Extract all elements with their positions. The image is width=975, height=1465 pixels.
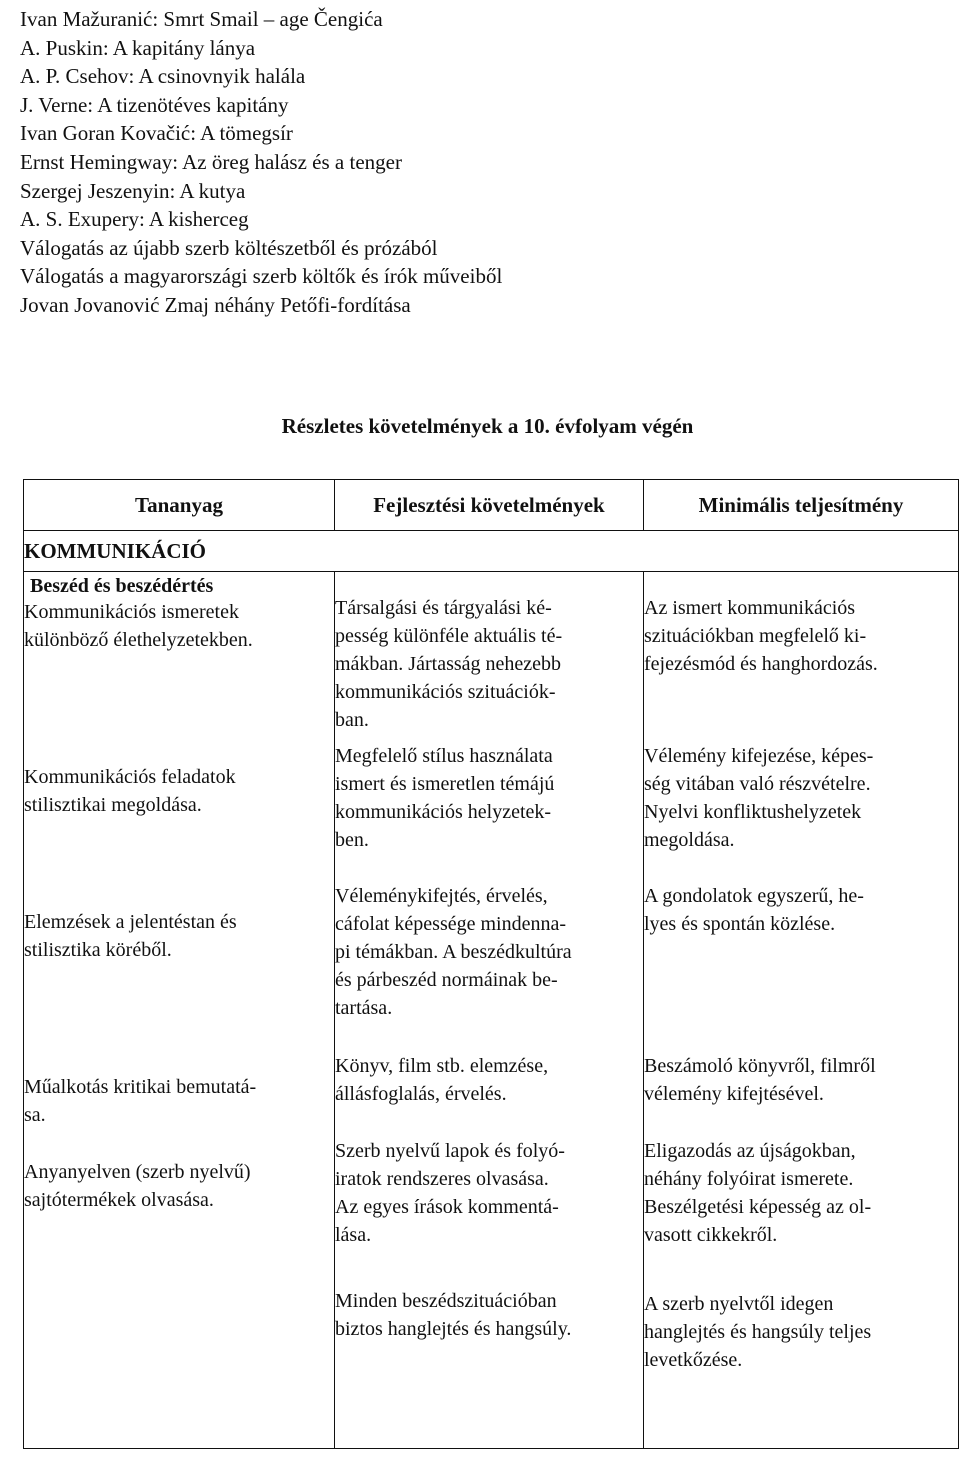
cell-line: A szerb nyelvtől idegen — [644, 1293, 834, 1315]
cell-line: pi témákban. A beszédkultúra — [335, 941, 572, 963]
category-row — [24, 531, 959, 572]
table-header-row — [24, 480, 959, 531]
reading-list-item: A. Puskin: A kapitány lánya — [20, 35, 256, 60]
cell-line: Elemzések a jelentéstan és — [24, 911, 237, 933]
cell-line: Anyanyelven (szerb nyelvű) — [24, 1161, 251, 1183]
table-cell — [24, 763, 334, 819]
table-cell — [644, 1052, 958, 1108]
table-cell — [335, 742, 643, 854]
cell-line: vélemény kifejtésével. — [644, 1083, 824, 1105]
table-cell — [335, 1287, 643, 1343]
cell-line: Eligazodás az újságokban, — [644, 1140, 856, 1162]
tananyag-content — [24, 598, 334, 1428]
cell-line: A gondolatok egyszerű, he- — [644, 885, 864, 907]
reading-list-item: A. P. Csehov: A csinovnyik halála — [20, 64, 306, 89]
cell-line: mákban. Jártasság nehezebb — [335, 653, 562, 675]
column-header-fejlesztesi: Fejlesztési követelmények — [335, 480, 644, 531]
reading-list-item: Jovan Jovanović Zmaj néhány Petőfi-fordítása — [20, 292, 411, 317]
reading-list-item: Válogatás a magyarországi szerb költők és írók műveiből — [20, 264, 503, 289]
cell-line: és párbeszéd normáinak be- — [335, 969, 558, 991]
cell-line: Társalgási és tárgyalási ké- — [335, 597, 552, 619]
cell-line: iratok rendszeres olvasása. — [335, 1168, 549, 1190]
column-header-tananyag: Tananyag — [24, 480, 335, 531]
cell-line: kommunikációs helyzetek- — [335, 801, 552, 823]
cell-line: ben. — [335, 829, 369, 851]
cell-line: ismert és ismeretlen témájú — [335, 773, 555, 795]
cell-line: cáfolat képessége mindenna- — [335, 913, 567, 935]
reading-list-item: Válogatás az újabb szerb költészetből és prózából — [20, 235, 438, 260]
cell-line: stilisztika köréből. — [24, 939, 172, 961]
cell-line: Vélemény kifejezése, képes- — [644, 745, 874, 767]
cell-line: sajtótermékek olvasása. — [24, 1189, 214, 1211]
section-heading: Részletes követelmények a 10. évfolyam végén — [281, 414, 694, 438]
cell-line: hanglejtés és hangsúly teljes — [644, 1321, 872, 1343]
table-cell — [24, 1073, 334, 1129]
cell-line: Véleménykifejtés, érvelés, — [335, 885, 548, 907]
cell-line: kommunikációs szituációk- — [335, 681, 556, 703]
cell-line: megoldása. — [644, 829, 735, 851]
cell-line: Műalkotás kritikai bemutatá- — [24, 1076, 257, 1098]
reading-list-item: Szergej Jeszenyin: A kutya — [20, 178, 246, 203]
reading-list-item: A. S. Exupery: A kisherceg — [20, 207, 249, 232]
minimalis-content — [644, 572, 958, 1402]
table-cell — [24, 1158, 334, 1214]
reading-list-item: Ivan Goran Kovačić: A tömegsír — [20, 121, 293, 146]
category-label: KOMMUNIKÁCIÓ — [24, 531, 959, 572]
cell-line: Kommunikációs feladatok — [24, 766, 236, 788]
column-minimalis — [644, 572, 959, 1449]
reading-list-item: Ernst Hemingway: Az öreg halász és a tenger — [20, 149, 402, 174]
cell-line: Az egyes írások kommentá- — [335, 1196, 559, 1218]
cell-line: állásfoglalás, érvelés. — [335, 1083, 507, 1105]
cell-line: Kommunikációs ismeretek — [24, 601, 239, 623]
cell-line: Könyv, film stb. elemzése, — [335, 1055, 549, 1077]
cell-line: lyes és spontán közlése. — [644, 913, 836, 935]
table-cell — [644, 594, 958, 678]
cell-line: különböző élethelyzetekben. — [24, 629, 253, 651]
cell-line: Nyelvi konfliktushelyzetek — [644, 801, 862, 823]
cell-line: Az ismert kommunikációs — [644, 597, 856, 619]
table-cell — [335, 594, 643, 734]
column-tananyag — [24, 572, 335, 1449]
cell-line: tartása. — [335, 997, 393, 1019]
cell-line: ban. — [335, 709, 369, 731]
cell-line: Beszélgetési képesség az ol- — [644, 1196, 872, 1218]
cell-line: Minden beszédszituációban — [335, 1290, 557, 1312]
cell-line: Szerb nyelvű lapok és folyó- — [335, 1140, 565, 1162]
cell-line: biztos hanglejtés és hangsúly. — [335, 1318, 572, 1340]
column-fejlesztesi — [335, 572, 644, 1449]
reading-list-item: J. Verne: A tizenötéves kapitány — [20, 92, 289, 117]
table-cell — [24, 598, 334, 654]
fejlesztesi-content — [335, 572, 643, 1402]
cell-line: pesség különféle aktuális té- — [335, 625, 563, 647]
cell-line: stilisztikai megoldása. — [24, 794, 202, 816]
table-cell — [644, 742, 958, 854]
reading-list-item: Ivan Mažuranić: Smrt Smail – age Čengića — [20, 7, 383, 31]
cell-line: szituációkban megfelelő ki- — [644, 625, 867, 647]
requirements-table — [23, 479, 959, 1449]
column-header-minimalis: Minimális teljesítmény — [644, 480, 959, 531]
table-cell — [335, 882, 643, 1022]
cell-line: Beszámoló könyvről, filmről — [644, 1055, 876, 1077]
table-cell — [644, 1137, 958, 1249]
cell-line: fejezésmód és hanghordozás. — [644, 653, 878, 675]
subcategory-label: Beszéd és beszédértés — [30, 575, 214, 597]
cell-line: néhány folyóirat ismerete. — [644, 1168, 854, 1190]
cell-line: ség vitában való részvételre. — [644, 773, 871, 795]
reading-list — [20, 5, 502, 320]
table-cell — [335, 1137, 643, 1249]
table-body-row — [24, 572, 959, 1449]
cell-line: levetkőzése. — [644, 1349, 743, 1371]
cell-line: sa. — [24, 1104, 46, 1126]
cell-line: vasott cikkekről. — [644, 1224, 778, 1246]
cell-line: Megfelelő stílus használata — [335, 745, 553, 767]
table-cell — [335, 1052, 643, 1108]
cell-line: lása. — [335, 1224, 372, 1246]
table-cell — [644, 1290, 958, 1374]
table-cell — [24, 908, 334, 964]
table-cell — [644, 882, 958, 938]
